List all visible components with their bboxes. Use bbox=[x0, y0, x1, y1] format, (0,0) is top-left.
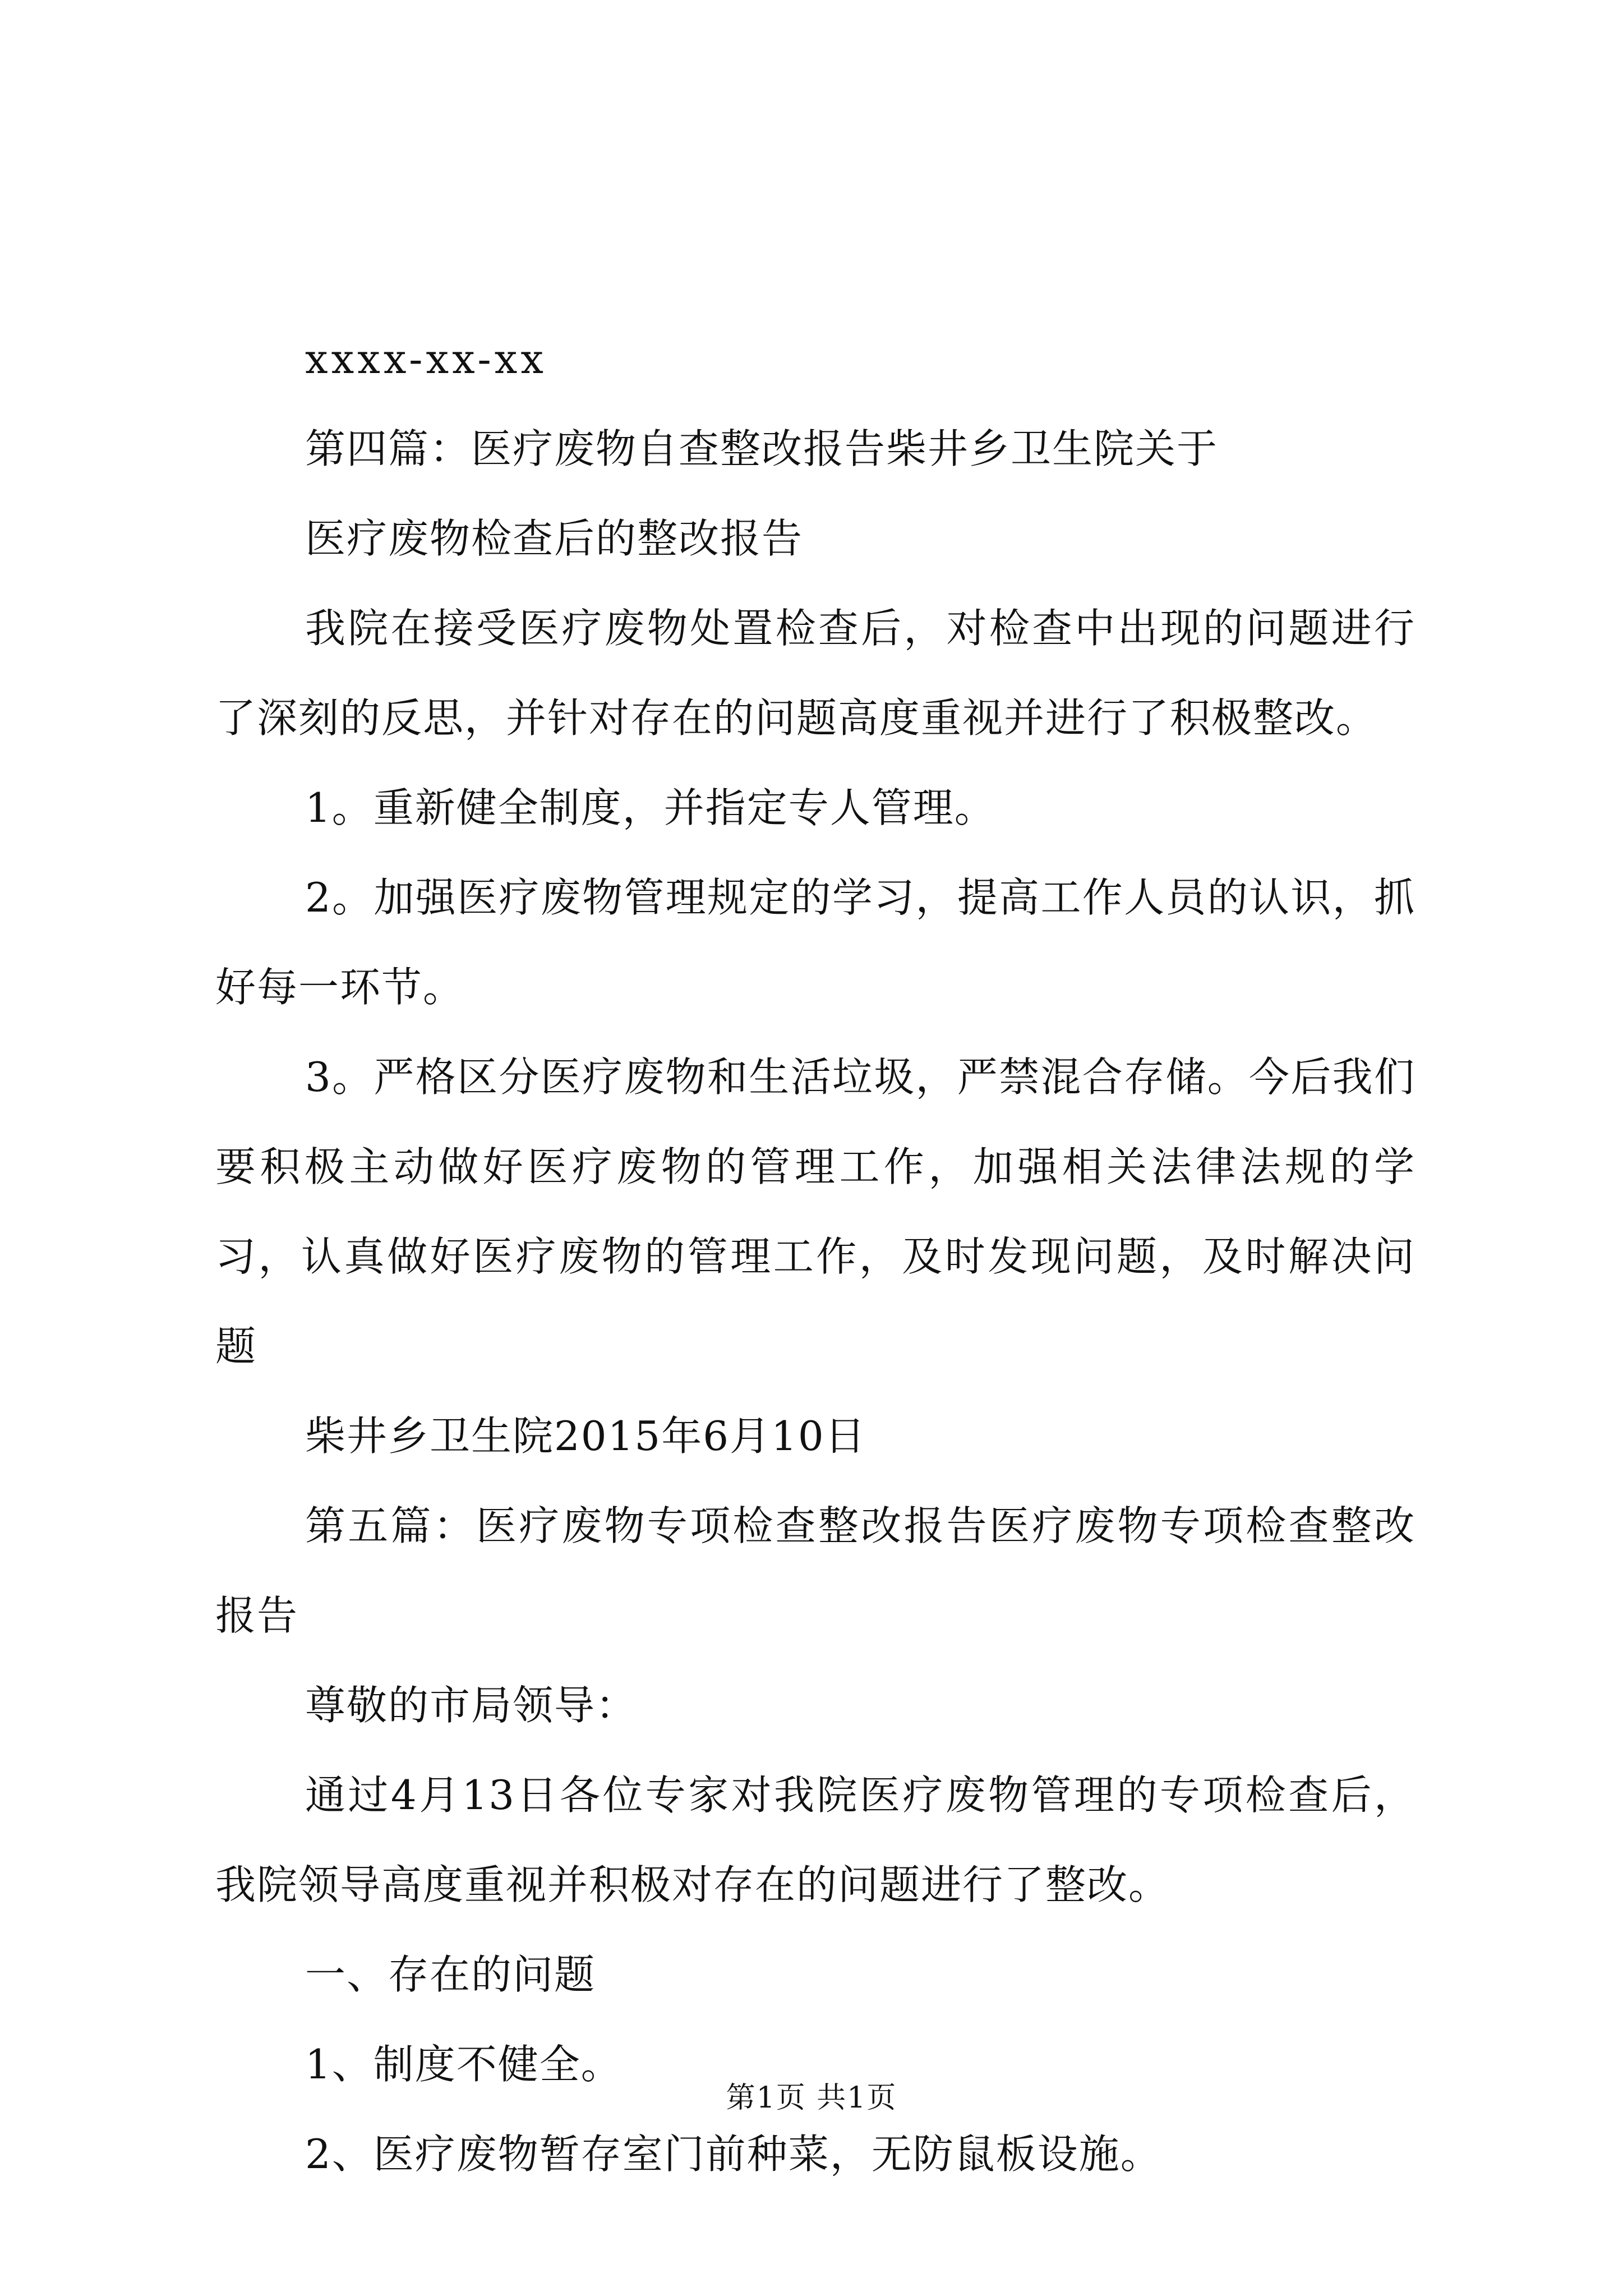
signature-line: 柴井乡卫生院2015年6月10日 bbox=[305, 1412, 866, 1460]
paragraph-intro: 我院在接受医疗废物处置检查后，对检查中出现的问题进行了深刻的反思，并针对存在的问题高度重视并进行了积极整改。 bbox=[215, 605, 1415, 742]
section-four-title: 第四篇：医疗废物自查整改报告柴井乡卫生院关于 bbox=[305, 425, 1219, 472]
page-footer: 第1页 共1页 bbox=[726, 2081, 897, 2115]
section-four-subtitle: 医疗废物检查后的整改报告 bbox=[305, 515, 804, 562]
document-body bbox=[215, 314, 1415, 2199]
paragraph-item-2: 2。加强医疗废物管理规定的学习，提高工作人员的认识，抓好每一环节。 bbox=[215, 874, 1415, 1011]
heading-problems: 一、存在的问题 bbox=[305, 1951, 596, 1998]
problem-item-2: 2、医疗废物暂存室门前种菜，无防鼠板设施。 bbox=[305, 2131, 1162, 2178]
paragraph-item-3: 3。严格区分医疗废物和生活垃圾，严禁混合存储。今后我们要积极主动做好医疗废物的管理工作，加强相关法律法规的学习，认真做好医疗废物的管理工作，及时发现问题，及时解决问题 bbox=[215, 1053, 1415, 1370]
paragraph-inspection: 通过4月13日各位专家对我院医疗废物管理的专项检查后，我院领导高度重视并积极对存在的问题进行了整改。 bbox=[215, 1772, 1415, 1908]
paragraph-item-1: 1。重新健全制度，并指定专人管理。 bbox=[305, 784, 996, 831]
document-date: xxxx-xx-xx bbox=[305, 335, 547, 383]
section-five-title: 第五篇：医疗废物专项检查整改报告医疗废物专项检查整改报告 bbox=[215, 1502, 1415, 1639]
problem-item-1: 1、制度不健全。 bbox=[305, 2041, 623, 2088]
salutation: 尊敬的市局领导： bbox=[305, 1682, 638, 1729]
